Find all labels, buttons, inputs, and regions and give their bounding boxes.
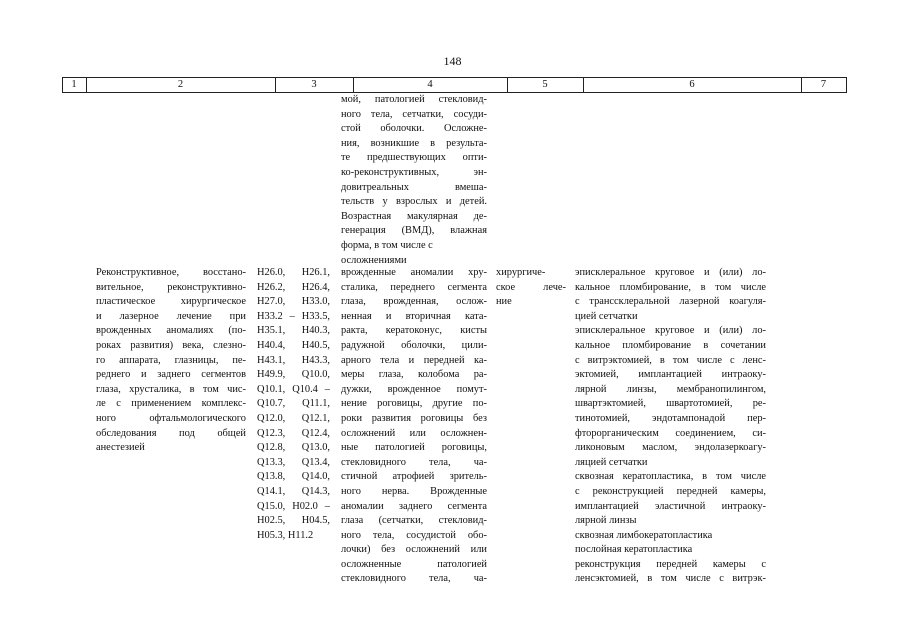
text-line: довитреальных вмеша- <box>341 181 487 193</box>
col2-procedure-text <box>96 266 246 456</box>
page-number: 148 <box>443 54 462 68</box>
text-line: ненная и вторичная ката- <box>341 310 487 322</box>
text-line: тинотомией, эндотампонадой пер- <box>575 412 766 424</box>
text-line: H26.2, H26.4, <box>257 281 330 293</box>
text-line: лярной линзы <box>575 515 637 527</box>
text-line: ракта, кератоконус, кисты <box>341 325 487 337</box>
text-line: эктомией, имплантацией интраоку- <box>575 369 766 381</box>
text-line: Q12.0, Q12.1, <box>257 412 330 424</box>
text-line: Q15.0, H02.0 – <box>257 500 330 512</box>
text-line: H05.3, H11.2 <box>257 529 314 541</box>
table-header-row <box>62 77 846 93</box>
text-line: Q12.8, Q13.0, <box>257 442 330 454</box>
text-line: и лазерное лечение при <box>96 310 246 322</box>
header-cell-1: 1 <box>71 79 77 90</box>
col6-method-text <box>575 266 766 587</box>
column-divider <box>86 77 87 93</box>
text-line: фторорганическим соединением, си- <box>575 427 766 439</box>
text-line: Q10.1, Q10.4 – <box>257 383 330 395</box>
header-cell-6: 6 <box>689 79 695 90</box>
text-line: Q13.3, Q13.4, <box>257 456 330 468</box>
text-line: мой, патологией стекловид- <box>341 94 487 105</box>
text-line: имплантацией эластичной интраоку- <box>575 500 766 512</box>
text-line: врожденные аномалии хру- <box>341 267 487 278</box>
text-line: ликоновым маслом, эндолазеркоагу- <box>575 442 766 454</box>
text-line: с реконструкцией передней камеры, <box>575 485 766 497</box>
header-cell-4: 4 <box>427 79 433 90</box>
text-line: кальное пломбирование, в том числе <box>575 281 766 293</box>
text-line: ское лече- <box>496 281 566 293</box>
text-line: нение роговицы, другие по- <box>341 398 487 410</box>
text-line: сквозная кератопластика, в том числе <box>575 471 766 483</box>
col4-continuation-text <box>341 93 487 268</box>
text-line: те предшествующих опти- <box>341 152 487 164</box>
column-divider <box>846 77 847 93</box>
text-line: ного нерва. Врожденные <box>341 485 487 497</box>
text-line: послойная кератопластика <box>575 544 693 556</box>
text-line: реконструкция передней камеры с <box>575 558 766 570</box>
col5-treatment-type <box>496 266 566 310</box>
header-cell-5: 5 <box>542 79 548 90</box>
text-line: ко-реконструктивных, эн- <box>341 166 487 178</box>
text-line: тельств у взрослых и детей. <box>341 196 487 208</box>
text-line: Q12.3, Q12.4, <box>257 427 330 439</box>
text-line: Q14.1, Q14.3, <box>257 485 330 497</box>
text-line: эписклеральное круговое и (или) ло- <box>575 267 766 278</box>
text-line: H26.0, H26.1, <box>257 267 330 278</box>
text-line: меры глаза, колобома ра- <box>341 369 487 381</box>
text-line: пластическое хирургическое <box>96 296 246 308</box>
text-line: H49.9, Q10.0, <box>257 369 330 381</box>
header-cell-3: 3 <box>311 79 317 90</box>
column-divider <box>275 77 276 93</box>
text-line: ного тела, сетчатки, сосуди- <box>341 108 487 120</box>
text-line: H40.4, H40.5, <box>257 339 330 351</box>
text-line: швартэктомией, швартотомией, ре- <box>575 398 766 410</box>
text-line: сквозная лимбокератопластика <box>575 529 713 541</box>
text-line: осложнениями <box>341 254 407 266</box>
text-line: вительное, реконструктивно- <box>96 281 246 293</box>
text-line: ляцией сетчатки <box>575 456 648 468</box>
text-line: роках развития) века, слезно- <box>96 339 246 351</box>
text-line: осложнений или осложнен- <box>341 427 487 439</box>
text-line: H33.2 – H33.5, <box>257 310 330 322</box>
text-line: аномалии заднего сегмента <box>341 500 487 512</box>
text-line: ленсэктомией, в том числе с витрэк- <box>575 573 766 585</box>
text-line: генерация (ВМД), влажная <box>341 225 487 237</box>
text-line: анестезией <box>96 442 145 454</box>
text-line: реднего и заднего сегментов <box>96 369 246 381</box>
text-line: стичной атрофией зритель- <box>341 471 487 483</box>
text-line: глаза, врожденная, ослож- <box>341 296 487 308</box>
text-line: H35.1, H40.3, <box>257 325 330 337</box>
col3-icd-codes <box>257 266 330 543</box>
text-line: с витрэктомией, в том числе с ленс- <box>575 354 766 366</box>
text-line: глаза, хрусталика, в том чис- <box>96 383 246 395</box>
text-line: лочки) без осложнений или <box>341 544 487 556</box>
text-line: цией сетчатки <box>575 310 638 322</box>
text-line: с транссклеральной лазерной коагуля- <box>575 296 766 308</box>
text-line: Реконструктивное, восстано- <box>96 267 246 278</box>
text-line: арного тела и передней ка- <box>341 354 487 366</box>
column-divider <box>353 77 354 93</box>
text-line: Возрастная макулярная де- <box>341 210 487 222</box>
column-divider <box>507 77 508 93</box>
text-line: лярной линзы, мембранопилингом, <box>575 383 766 395</box>
text-line: хирургиче- <box>496 267 546 278</box>
text-line: дужки, врожденное помут- <box>341 383 487 395</box>
text-line: ные патологией роговицы, <box>341 442 487 454</box>
text-line: кальное пломбирование в сочетании <box>575 339 766 351</box>
column-divider <box>62 77 63 93</box>
text-line: Q13.8, Q14.0, <box>257 471 330 483</box>
text-line: радужной оболочки, цили- <box>341 339 487 351</box>
column-divider <box>583 77 584 93</box>
text-line: форма, в том числе с <box>341 239 433 251</box>
text-line: осложненные патологией <box>341 558 487 570</box>
text-line: ния, возникшие в результа- <box>341 137 487 149</box>
text-line: глаза (сетчатки, стекловид- <box>341 515 487 527</box>
text-line: стой оболочки. Осложне- <box>341 123 487 135</box>
text-line: роки развития роговицы без <box>341 412 487 424</box>
text-line: обследования под общей <box>96 427 246 439</box>
text-line: го аппарата, глазницы, пе- <box>96 354 246 366</box>
text-line: H43.1, H43.3, <box>257 354 330 366</box>
text-line: врожденных аномалиях (по- <box>96 325 246 337</box>
text-line: ного офтальмологического <box>96 412 246 424</box>
column-divider <box>801 77 802 93</box>
header-cell-7: 7 <box>820 79 827 90</box>
text-line: эписклеральное круговое и (или) ло- <box>575 325 766 337</box>
text-line: стекловидного тела, ча- <box>341 573 487 585</box>
col4-diagnosis-text <box>341 266 487 587</box>
text-line: сталика, переднего сегмента <box>341 281 487 293</box>
text-line: стекловидного тела, ча- <box>341 456 487 468</box>
text-line: ние <box>496 296 512 308</box>
text-line: ле с применением комплекс- <box>96 398 246 410</box>
header-cell-2: 2 <box>177 79 184 90</box>
text-line: Q10.7, Q11.1, <box>257 398 330 410</box>
text-line: H02.5, H04.5, <box>257 515 330 527</box>
text-line: ного тела, сосудистой обо- <box>341 529 487 541</box>
text-line: H27.0, H33.0, <box>257 296 330 308</box>
